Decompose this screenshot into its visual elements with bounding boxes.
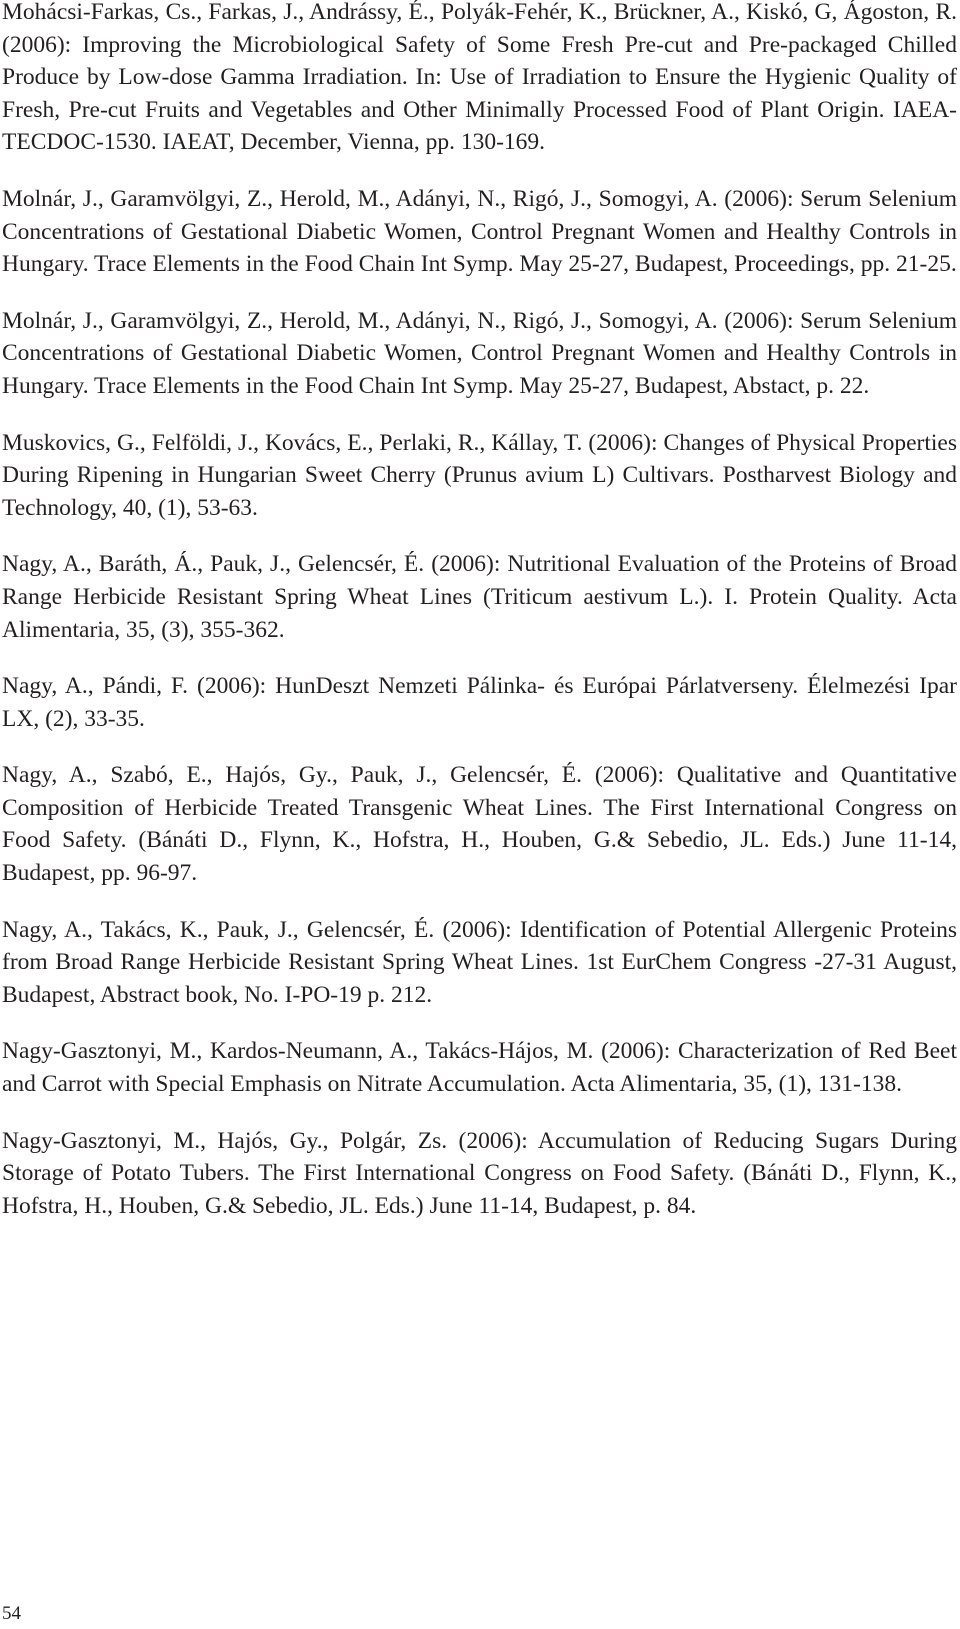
reference-entry: Nagy-Gasztonyi, M., Kardos-Neumann, A., Takács-Hájos, M. (2006): Characterization of Red Beet and Carrot with Special Emphasis on Nitrate Accumulation. Acta Alimentaria, 35, (1), 131-138. [2,1038,957,1098]
reference-entry: Nagy-Gasztonyi, M., Hajós, Gy., Polgár, Zs. (2006): Accumulation of Reducing Sugars During Storage of Potato Tubers. The First International Congress on Food Safety. (Bánáti D., Flynn, K., Hofstra, H., Houben, G.& Sebedio, JL. Eds.) June 11-14, Budapest, p. 84. [2,1127,957,1219]
reference-entry: Molnár, J., Garamvölgyi, Z., Herold, M., Adányi, N., Rigó, J., Somogyi, A. (2006): Serum Selenium Concentrations of Gestational Diabetic Women, Control Pregnant Women and Healthy Controls in Hungary. Trace Elements in the Food Chain Int Symp. May 25-27, Budapest, Proceedings, pp. 21-25. [2,185,957,278]
reference-entry: Nagy, A., Baráth, Á., Pauk, J., Gelencsér, É. (2006): Nutritional Evaluation of the Proteins of Broad Range Herbicide Resistant Spring Wheat Lines (Triticum aestivum L.). I. Protein Quality. Acta Alimentaria, 35, (3), 355-362. [2,551,957,643]
reference-entry: Nagy, A., Takács, K., Pauk, J., Gelencsér, É. (2006): Identification of Potential Allergenic Proteins from Broad Range Herbicide Resistant Spring Wheat Lines. 1st EurChem Congress -27-31 August, Budapest, Abstract book, No. I-PO-19 p. 212. [2,916,957,1008]
page-number: 54 [2,1603,21,1624]
reference-entry: Nagy, A., Pándi, F. (2006): HunDeszt Nemzeti Pálinka- és Európai Párlatverseny. Élelmezési Ipar LX, (2), 33-35. [2,673,957,732]
reference-entry: Molnár, J., Garamvölgyi, Z., Herold, M., Adányi, N., Rigó, J., Somogyi, A. (2006): Serum Selenium Concentrations of Gestational Diabetic Women, Control Pregnant Women and Healthy Controls in Hungary. Trace Elements in the Food Chain Int Symp. May 25-27, Budapest, Abstact, p. 22. [2,307,957,399]
reference-entry: Mohácsi-Farkas, Cs., Farkas, J., Andrássy, É., Polyák-Fehér, K., Brückner, A., Kiskó, G, Ágoston, R. (2006): Improving the Microbiological Safety of Some Fresh Pre-cut and Pre-packaged Chilled Produce by Low-dose Gamma Irradiation. In: Use of Irradiation to Ensure the Hygienic Quality of Fresh, Pre-cut Fruits and Vegetables and Other Minimally Processed Food of Plant Origin. IAEA-TECDOC-1530. IAEAT, December, Vienna, pp. 130-169. [2,0,957,156]
reference-entry: Muskovics, G., Felföldi, J., Kovács, E., Perlaki, R., Kállay, T. (2006): Changes of Physical Properties During Ripening in Hungarian Sweet Cherry (Prunus avium L) Cultivars. Postharvest Biology and Technology, 40, (1), 53-63. [2,429,957,521]
reference-list [2,0,957,1246]
reference-entry: Nagy, A., Szabó, E., Hajós, Gy., Pauk, J., Gelencsér, É. (2006): Qualitative and Quantitative Composition of Herbicide Treated Transgenic Wheat Lines. The First International Congress on Food Safety. (Bánáti D., Flynn, K., Hofstra, H., Houben, G.& Sebedio, JL. Eds.) June 11-14, Budapest, pp. 96-97. [2,762,957,887]
